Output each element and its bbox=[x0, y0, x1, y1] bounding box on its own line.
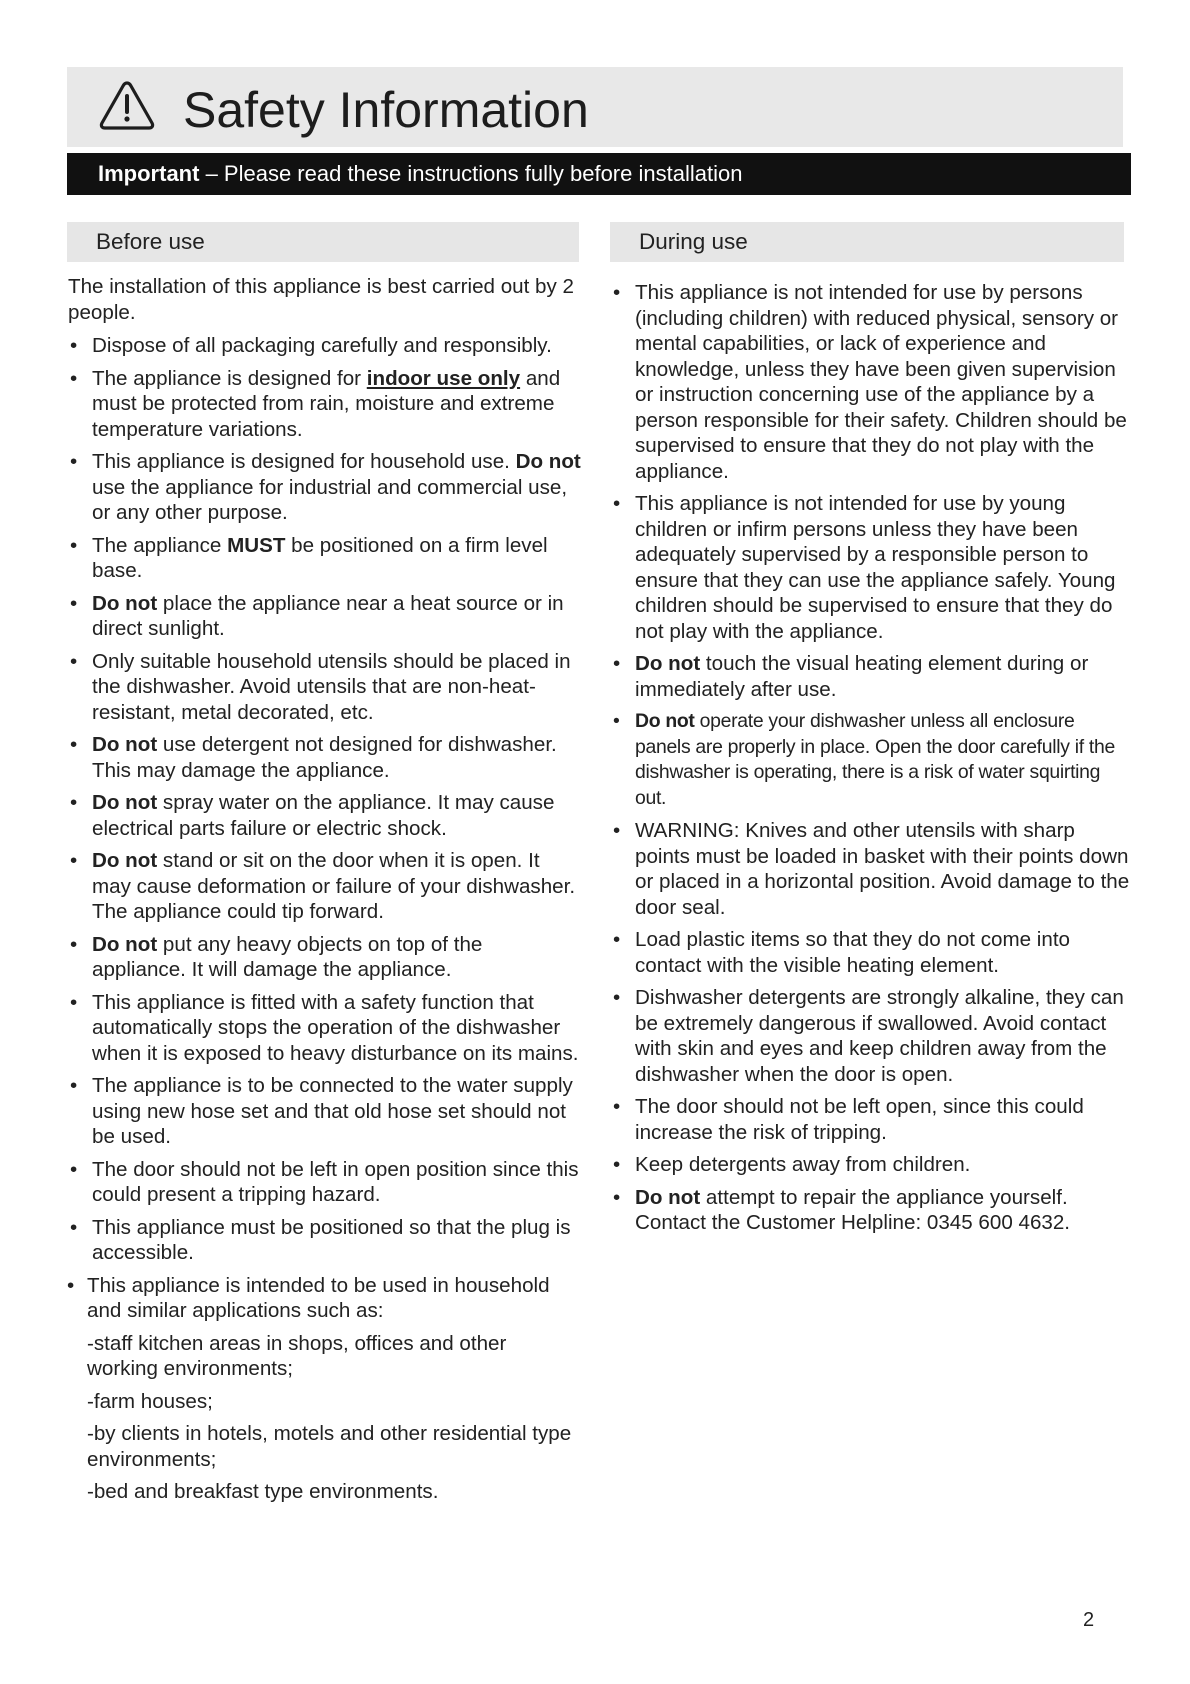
emphasis-text: Do not bbox=[635, 710, 695, 732]
list-item: • Do not spray water on the appliance. It may cause electrical parts failure or electric shock. bbox=[70, 791, 555, 840]
during-use-list bbox=[610, 280, 1130, 1236]
important-label: Important bbox=[98, 161, 200, 186]
list-item: • Do not operate your dishwasher unless all enclosure panels are properly in place. Open the door carefully if the dishwasher is operating, there is a risk of water squirting out. bbox=[613, 710, 1115, 809]
list-item: • Do not attempt to repair the appliance yourself. Contact the Customer Helpline: 0345 600 4632. bbox=[613, 1185, 1071, 1234]
before-use-intro: The installation of this appliance is best carried out by 2 people. bbox=[68, 275, 574, 324]
emphasis-text: Do not bbox=[92, 791, 158, 814]
list-item: • This appliance is fitted with a safety function that automatically stops the operation of the dishwasher when it is exposed to heavy disturbance on its mains. bbox=[70, 990, 579, 1065]
list-item: • This appliance is designed for household use. Do not use the appliance for industrial and commercial use, or any other purpose. bbox=[70, 450, 581, 524]
list-item: • The appliance MUST be positioned on a firm level base. bbox=[70, 533, 548, 582]
sub-item: -staff kitchen areas in shops, offices and other working environments; bbox=[87, 1331, 507, 1380]
sub-item: -by clients in hotels, motels and other residential type environments; bbox=[87, 1422, 572, 1471]
list-item: • This appliance must be positioned so that the plug is accessible. bbox=[70, 1215, 571, 1264]
list-item: • Do not use detergent not designed for dishwasher. This may damage the appliance. bbox=[70, 733, 557, 782]
emphasis-text: Do not bbox=[635, 1185, 701, 1209]
emphasis-text: Do not bbox=[515, 450, 581, 473]
list-item: • The appliance is to be connected to the water supply using new hose set and that old hose set should not be used. bbox=[70, 1074, 573, 1148]
list-item: • Do not touch the visual heating element during or immediately after use. bbox=[613, 652, 1089, 701]
sub-item: -farm houses; bbox=[87, 1389, 213, 1413]
list-item: • Dishwasher detergents are strongly alkaline, they can be extremely dangerous if swallowed. Avoid contact with skin and eyes and keep children away from the dishwasher when the door is open. bbox=[613, 986, 1124, 1086]
list-item: • Do not put any heavy objects on top of the appliance. It will damage the appliance. bbox=[70, 932, 483, 981]
warning-triangle-icon bbox=[98, 79, 156, 131]
list-item: • Only suitable household utensils should be placed in the dishwasher. Avoid utensils that are non-heat-resistant, metal decorated, etc. bbox=[70, 649, 571, 724]
before-use-column bbox=[67, 222, 581, 1512]
list-item: • The door should not be left in open position since this could present a tripping hazard. bbox=[70, 1157, 579, 1206]
list-item: • The door should not be left open, since this could increase the risk of tripping. bbox=[613, 1095, 1084, 1144]
before-use-list bbox=[67, 333, 581, 1505]
emphasis-text: indoor use only bbox=[366, 366, 521, 390]
list-item: • Do not stand or sit on the door when it is open. It may cause deformation or failure of your dishwasher. The appliance could tip forward. bbox=[70, 849, 576, 923]
emphasis-text: Do not bbox=[635, 652, 701, 675]
list-item: • This appliance is not intended for use by persons (including children) with reduced physical, sensory or mental capabilities, or lack of experience and knowledge, unless they have been given supervision or instruction concerning use of the appliance by a person responsible for their safety. Children should be supervised to ensure that they do not play with the appliance. bbox=[613, 281, 1127, 483]
list-item: • This appliance is not intended for use by young children or infirm persons unless they have been adequately supervised by a responsible person to ensure that they can use the appliance safely. Young children should be supervised to ensure that they do not play with the appliance. bbox=[613, 492, 1116, 643]
during-use-heading: During use bbox=[610, 222, 1124, 262]
header-band bbox=[67, 67, 1123, 147]
before-use-heading: Before use bbox=[67, 222, 579, 262]
list-item: • This appliance is intended to be used in household and similar applications such as: -staff kitchen areas in shops, offices and other working environments; -farm houses; -by clients in hotels, motels and other residential type environments; -bed and breakfast type environments. bbox=[67, 1273, 581, 1505]
page-title: Safety Information bbox=[183, 82, 589, 138]
page-number: 2 bbox=[1083, 1609, 1095, 1631]
list-item: • Keep detergents away from children. bbox=[613, 1153, 971, 1176]
emphasis-text: Do not bbox=[92, 733, 158, 756]
list-item: • The appliance is designed for indoor use only and must be protected from rain, moisture and extreme temperature variations. bbox=[70, 366, 561, 441]
important-text: – Please read these instructions fully before installation bbox=[199, 161, 743, 186]
emphasis-text: Do not bbox=[92, 849, 158, 872]
emphasis-text: MUST bbox=[227, 533, 286, 557]
during-use-column bbox=[610, 222, 1130, 1243]
list-item: • WARNING: Knives and other utensils with sharp points must be loaded in basket with their points down or placed in a horizontal position. Avoid damage to the door seal. bbox=[613, 819, 1130, 919]
list-item: • Load plastic items so that they do not come into contact with the visible heating element. bbox=[613, 928, 1071, 977]
list-item: • Dispose of all packaging carefully and responsibly. bbox=[70, 334, 552, 357]
important-banner bbox=[67, 153, 1131, 195]
emphasis-text: Do not bbox=[92, 591, 158, 615]
list-item: • Do not place the appliance near a heat source or in direct sunlight. bbox=[70, 591, 564, 640]
sub-item: -bed and breakfast type environments. bbox=[87, 1480, 439, 1503]
emphasis-text: Do not bbox=[92, 932, 158, 956]
